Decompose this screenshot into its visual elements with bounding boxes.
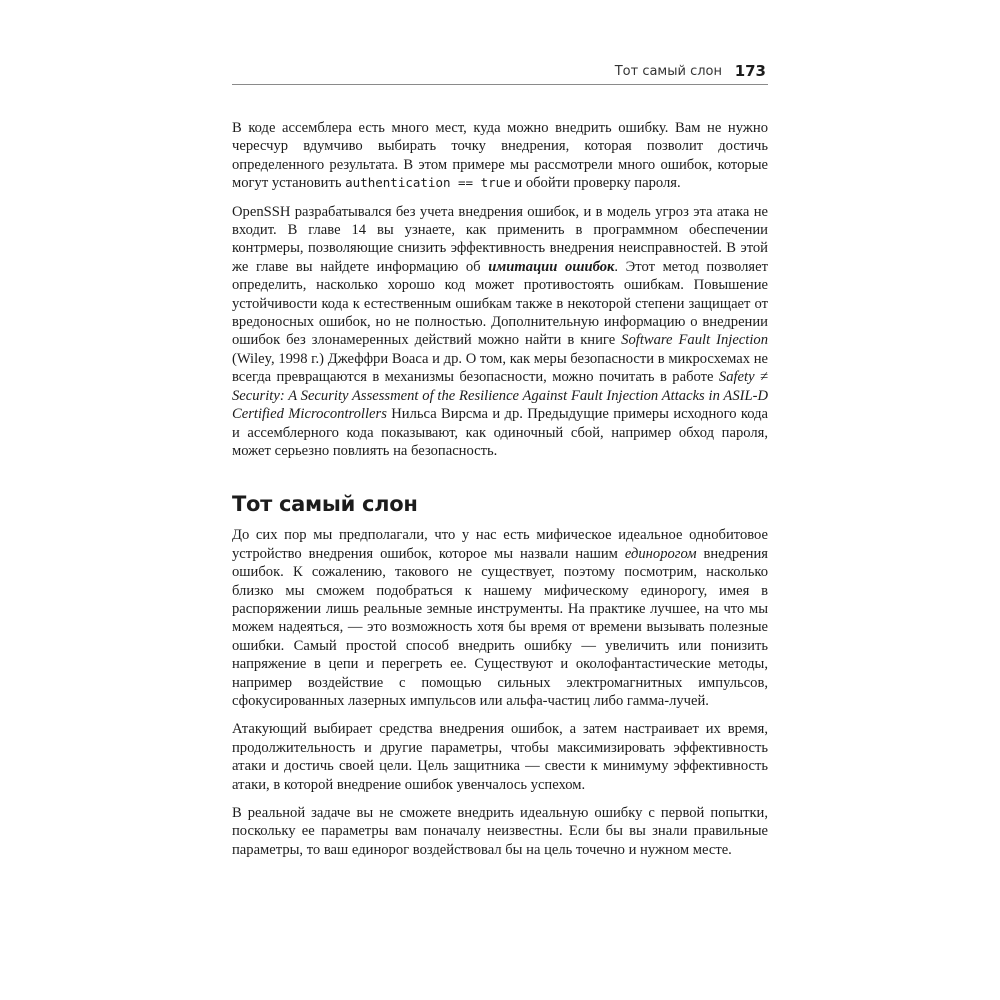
running-title: Тот самый слон [614, 64, 722, 79]
paragraph-1-text-2: и обойти проверку пароля. [510, 175, 681, 192]
section-heading: Тот самый слон [232, 492, 418, 517]
emphasis-term: имитации ошибок [488, 258, 615, 275]
inline-code: authentication == true [345, 175, 511, 191]
running-header [232, 58, 768, 85]
paragraph-3-text-1: До сих пор мы предполагали, что у нас есть мифическое идеальное однобитовое устройство внедрения ошибок, которое мы назвали нашим [232, 527, 768, 562]
paragraph-2 [232, 203, 768, 461]
paragraph-1-text-1: В коде ассемблера есть много мест, куда можно внедрить ошибку. Вам не нужно чересчур вдумчиво выбирать точку внедрения, которая позволит достичь определенного результата. В этом примере мы рассмотрели много ошибок, которые могут установить [232, 120, 768, 192]
paragraph-2-text-3: (Wiley, 1998 г.) Джеффри Воаса и др. О том, как меры безопасности в микросхемах не всегда превращаются в механизмы безопасности, можно почитать в работе [232, 350, 768, 386]
paragraph-1 [232, 119, 768, 193]
book-title: Software Fault Injection [621, 332, 768, 349]
book-page [232, 58, 768, 869]
paragraph-3-text-2: внедрения ошибок. К сожалению, такового не существует, поэтому посмотрим, насколько близко мы сможем подобраться к нашему мифическому единорогу, имея в распоряжении лишь реальные земные инструменты. На практике лучшее, на что мы можем надеяться, — это возможность хотя бы время от времени вызывать полезные ошибки. Самый простой способ внедрить ошибку — увеличить или понизить напряжение в цепи и перегреть ее. Существуют и околофантастические методы, например воздействие с помощью сильных электромагнитных импульсов, сфокусированных лазерных импульсов или альфа-частиц либо гамма-лучей. [232, 545, 768, 709]
page-number: 173 [734, 62, 766, 80]
paragraph-3 [232, 526, 768, 710]
paragraph-2-text-4: Нильса Вирсма и др. Предыдущие примеры исходного кода и ассемблерного кода показывают, как одиночный сбой, например обход пароля, может серьезно повлиять на безопасность. [232, 406, 768, 459]
paragraph-5: В реальной задаче вы не сможете внедрить идеальную ошибку с первой попытки, поскольку ее параметры вам поначалу неизвестны. Если бы вы знали правильные параметры, то ваш единорог воздействовал бы на цель точечно и нужном месте. [232, 805, 768, 858]
paragraph-2-text-1: OpenSSH разрабатывался без учета внедрения ошибок, и в модель угроз эта атака не входит. В главе 14 вы узнаете, как применить в программном обеспечении контрмеры, позволяющие снизить эффективность внедрения неисправностей. В этой же главе вы найдете информацию об [232, 203, 768, 275]
paragraph-4: Атакующий выбирает средства внедрения ошибок, а затем настраивает их время, продолжительность и другие параметры, чтобы максимизировать эффективность атаки и достичь своей цели. Цель защитника — свести к минимуму эффективность атаки, в которой внедрение ошибок увенчалось успехом. [232, 721, 768, 793]
paragraph-2-text-2: . Этот метод позволяет определить, насколько хорошо код может противостоять ошибкам. Повышение устойчивости кода к естественным ошибкам также в некоторой степени защищает от вредоносных ошибок, но не полностью. Дополнительную информацию о внедрении ошибок без злонамеренных действий можно найти в книге [232, 258, 768, 349]
emphasis-unicorn: единорогом [624, 545, 697, 562]
paper-title: Safety ≠ Security: A Security Assessment of the Resilience Against Fault Injection Attacks in ASIL-D Certified Microcontrollers [232, 369, 768, 423]
